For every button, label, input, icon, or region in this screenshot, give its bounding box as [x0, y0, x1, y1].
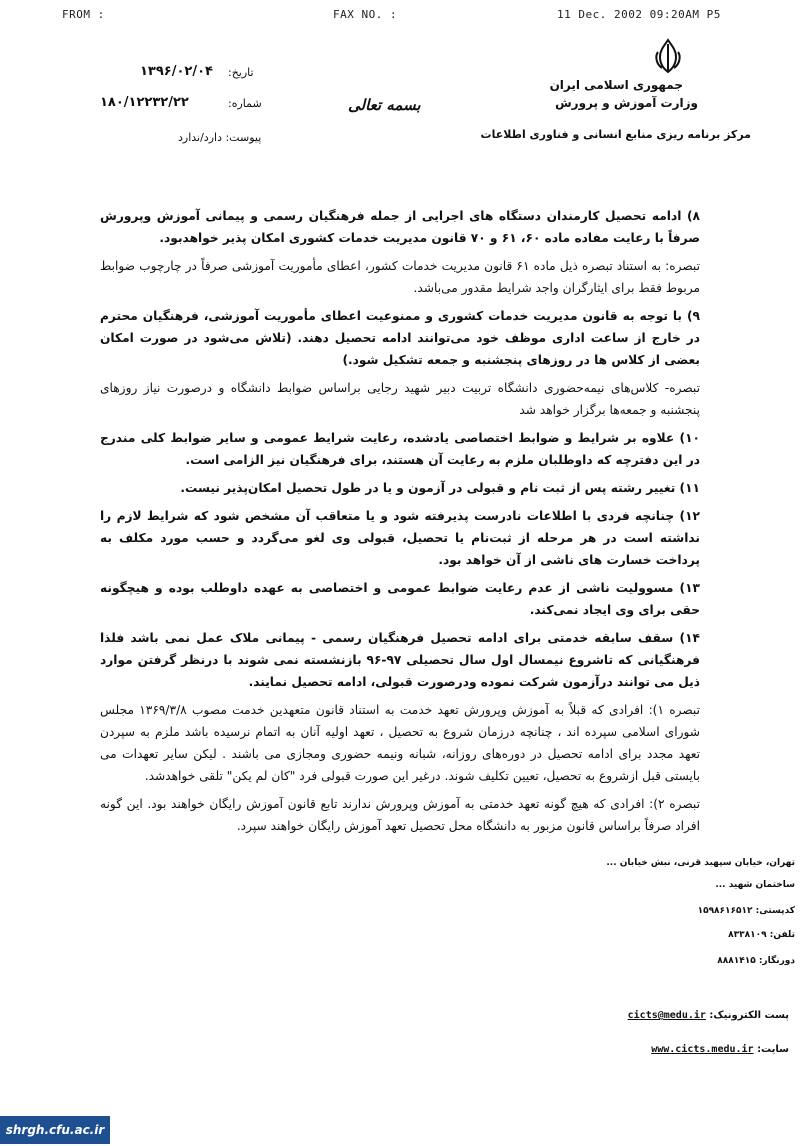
- fax-number-label: FAX NO. :: [333, 8, 398, 21]
- contact-email-row: [628, 1010, 789, 1021]
- contact-postal-code: کدپستی: ۱۵۹۸۶۱۶۵۱۲: [697, 906, 795, 916]
- clause-9-note: تبصره- کلاس‌های نیمه‌حضوری دانشگاه تربیت دبیر شهید رجایی براساس ضوابط دانشگاه و درصورت نیاز روزهای پنجشنبه و جمعه‌ها برگزار خواهد شد: [100, 381, 700, 417]
- contact-web-row: [651, 1044, 789, 1055]
- contact-phone: تلفن: ۸۳۳۸۱۰۹: [728, 930, 795, 940]
- clause-8-note: تبصره: به استناد تبصره ذیل ماده ۶۱ قانون مدیریت خدمات کشور، اعطای مأموریت آموزشی صرفاً در چارچوب ضوابط مربوط فقط برای ایثارگران واجد شرایط مقدور می‌باشد.: [100, 259, 700, 295]
- clause-14-note-1: تبصره ۱): افرادی که قبلاً به آموزش وپرورش تعهد خدمت به استناد قانون متعهدین خدمت مصوب ۱۳۶۹/۳/۸ مجلس شورای اسلامی سپرده اند ، چنانچه درزمان شروع به تحصیل ، تعهد اولیه آنان به اتمام نرسیده باشد ملزم به سپردن تعهد مجدد برای ادامه تحصیل در دوره‌های روزانه، شبانه ونیمه حضوری ومجازی می باشند . لیکن سایر تعهدات می بایستی قبل ازشروع به تحصیل، تعیین تکلیف شوند. درغیر این صورت قبولی فرد "کان لم یکن" تلقی خواهدشد.: [100, 703, 700, 783]
- website-link[interactable]: www.cicts.medu.ir: [651, 1044, 754, 1055]
- iran-emblem-icon: [650, 38, 686, 74]
- email-link[interactable]: cicts@medu.ir: [627, 1010, 706, 1021]
- date-value: ۱۳۹۶/۰۲/۰۴: [140, 64, 213, 79]
- number-label: شماره:: [228, 97, 262, 110]
- fax-timestamp: 11 Dec. 2002 09:20AM P5: [557, 8, 721, 21]
- clause-12: ۱۲) چنانچه فردی با اطلاعات نادرست پذیرفته شود و یا متعاقب آن مشخص شود که شرایط لازم را نداشته است در هر مرحله از ثبت‌نام یا تحصیل، قبولی وی لغو می‌گردد و حسب مورد مکلف به پرداخت خسارت های ناشی از آن خواهد بود.: [100, 509, 700, 567]
- org-name-line1: جمهوری اسلامی ایران: [549, 78, 683, 92]
- contact-fax: دورنگار: ۸۸۸۱۴۱۵: [717, 956, 795, 966]
- clause-9: ۹) با توجه به قانون مدیریت خدمات کشوری و ممنوعیت اعطای مأموریت آموزشی، فرهنگیان محترم در خارج از ساعت اداری موظف خود می‌توانند ادامه تحصیل دهند. (تلاش می‌شود در صورت امکان بعضی از کلاس ها در روزهای پنجشنبه و جمعه تشکیل شود.): [100, 309, 700, 367]
- org-name-line2: وزارت آموزش و پرورش: [555, 96, 698, 110]
- org-name-line3: مرکز برنامه ریزی منابع انسانی و فناوری اطلاعات: [480, 128, 751, 141]
- letter-body: [100, 205, 700, 843]
- clause-11: ۱۱) تغییر رشته پس از ثبت نام و قبولی در آزمون و یا در طول تحصیل امکان‌پذیر نیست.: [180, 481, 700, 495]
- web-label: سایت:: [757, 1044, 789, 1055]
- fax-from-label: FROM :: [62, 8, 105, 21]
- contact-building: ساختمان شهید ...: [715, 880, 795, 890]
- number-value: ۱۸۰/۱۲۲۳۲/۲۲: [100, 95, 189, 110]
- email-label: پست الکترونیک:: [709, 1010, 789, 1021]
- source-watermark: shrgh.cfu.ac.ir: [0, 1116, 110, 1144]
- attachment-label: پیوست: دارد/ندارد: [178, 131, 262, 144]
- clause-14-note-2: تبصره ۲): افرادی که هیچ گونه تعهد خدمتی به آموزش وپرورش ندارند تابع قانون آموزش رایگان خواهند بود. این گونه افراد صرفاً براساس قانون مزبور به دانشگاه محل تحصیل تعهد آموزش رایگان خواهند سپرد.: [100, 797, 700, 833]
- clause-8: ۸) ادامه تحصیل کارمندان دستگاه های اجرایی از جمله فرهنگیان رسمی و پیمانی آموزش وپرورش صرفاً با رعایت مفاده ماده ۶۰، ۶۱ و ۷۰ قانون مدیریت خدمات کشوری امکان پذیر خواهدبود.: [100, 209, 700, 245]
- date-label: تاریخ:: [228, 66, 254, 79]
- clause-13: ۱۳) مسوولیت ناشی از عدم رعایت ضوابط عمومی و اختصاصی به عهده داوطلب بوده و هیچگونه حقی برای وی ایجاد نمی‌کند.: [100, 581, 700, 617]
- bismillah: بسمه تعالی: [348, 96, 421, 114]
- contact-address: تهران، خیابان سپهبد قرنی، نبش خیابان ...: [606, 858, 795, 868]
- clause-10: ۱۰) علاوه بر شرایط و ضوابط اختصاصی یادشده، رعایت شرایط عمومی و سایر ضوابط کلی مندرج در این دفترچه که داوطلبان ملزم به رعایت آن هستند، برای فرهنگیان نیز الزامی است.: [100, 431, 700, 467]
- clause-14: ۱۴) سقف سابقه خدمتی برای ادامه تحصیل فرهنگیان رسمی - پیمانی ملاک عمل نمی باشد فلذا فرهنگیانی که تاشروع نیمسال اول سال تحصیلی ۹۷-۹۶ بازنشسته نمی شوند با درنظر گرفتن موارد ذیل می توانند درآزمون شرکت نموده ودرصورت قبولی، ادامه تحصیل نمایند.: [100, 631, 700, 689]
